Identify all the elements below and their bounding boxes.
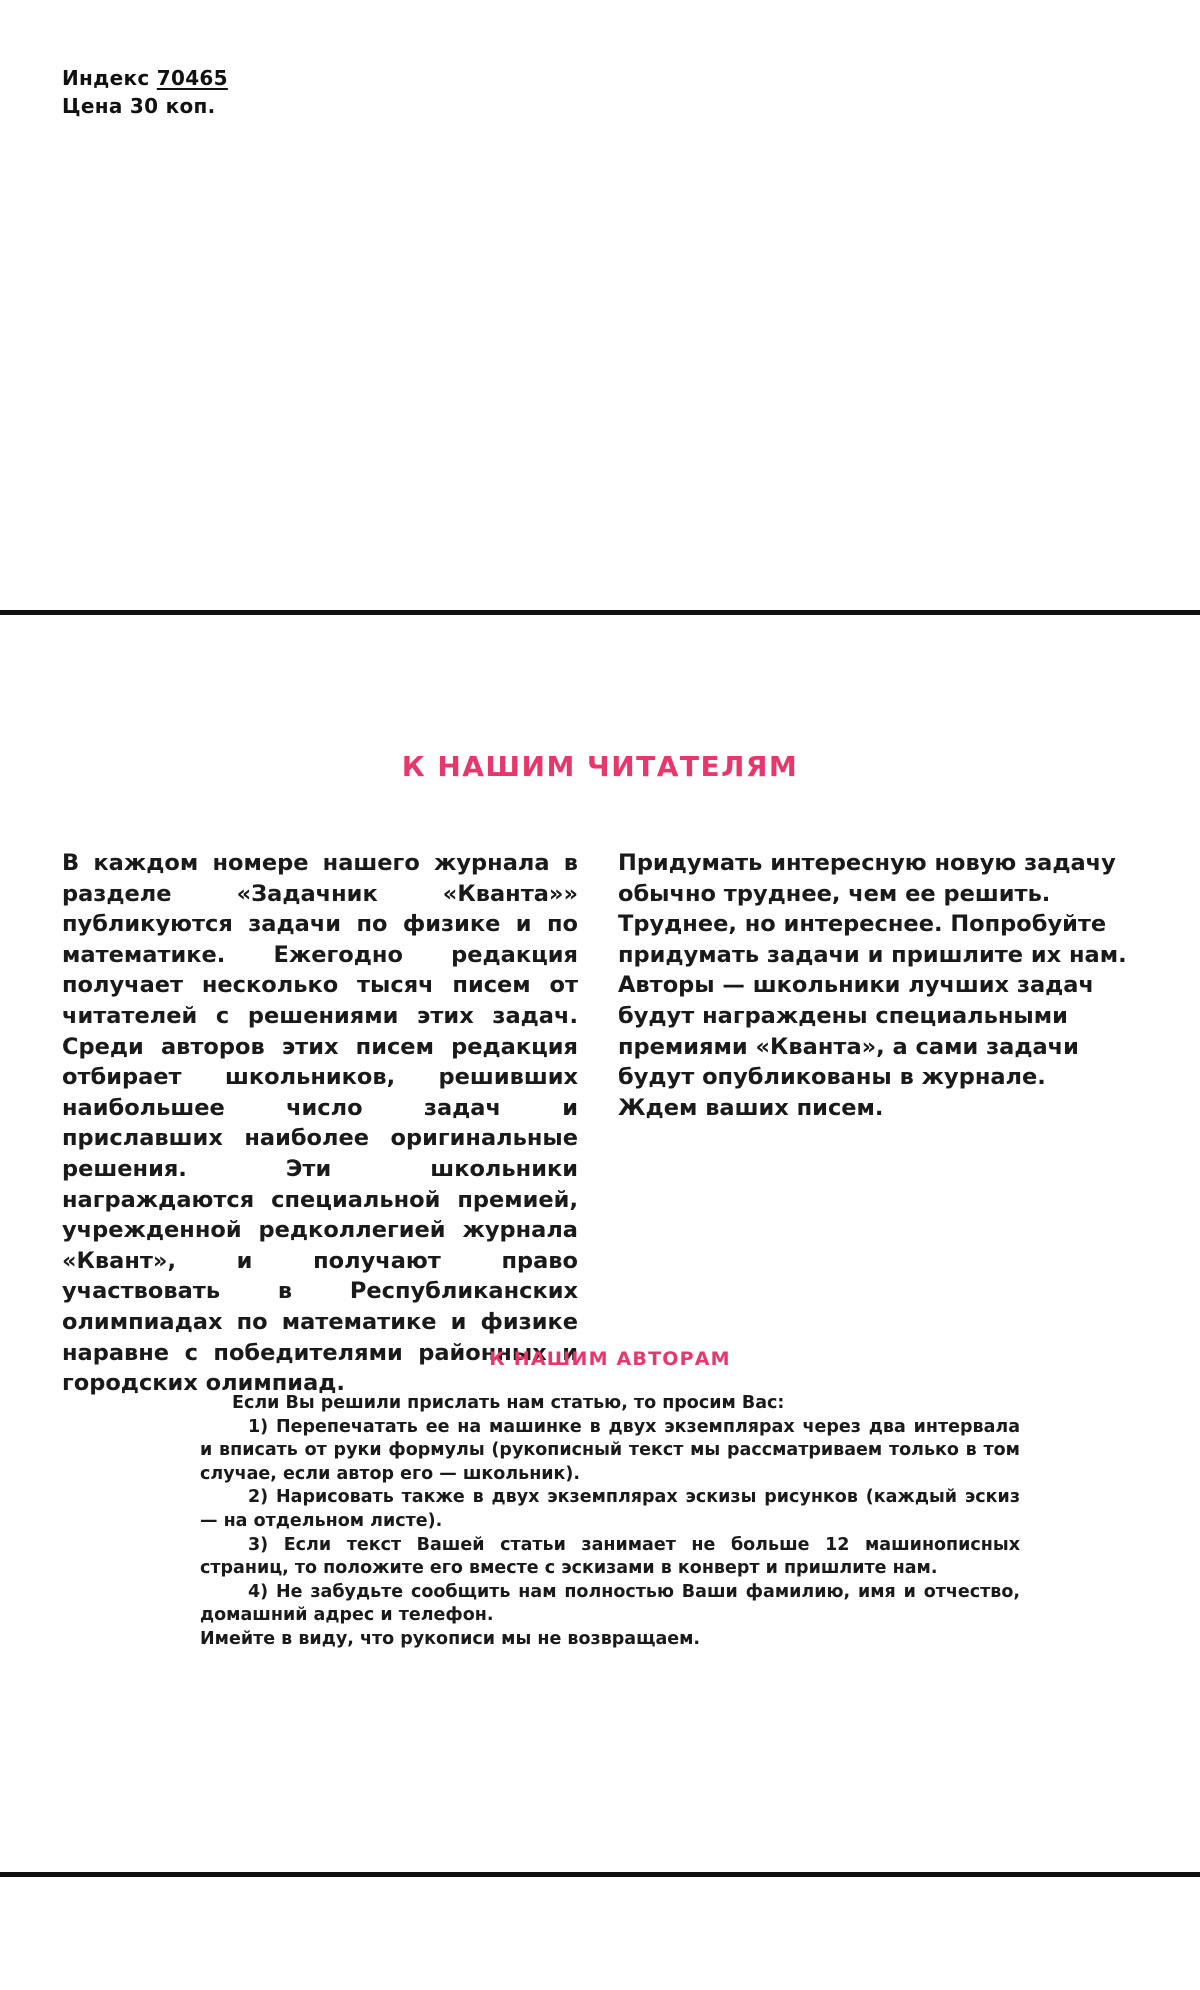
top-divider bbox=[0, 610, 1200, 615]
readers-text-right bbox=[618, 848, 1138, 1123]
index-label: Индекс bbox=[62, 66, 150, 90]
bottom-divider bbox=[0, 1872, 1200, 1877]
authors-instructions bbox=[200, 1392, 1020, 1652]
readers-text-left bbox=[62, 848, 578, 1399]
readers-paragraph-awards: Авторы — школьники лучших задач будут награждены специальными премиями «Кванта», а сами задачи будут опубликованы в журнале. bbox=[618, 972, 1094, 1091]
readers-title: К НАШИМ ЧИТАТЕЛЯМ bbox=[401, 750, 799, 783]
index-line bbox=[62, 64, 228, 92]
price-label: Цена 30 коп. bbox=[62, 94, 216, 118]
authors-item-1: 1) Перепечатать ее на машинке в двух экземплярах через два интервала и вписать от руки формулы (рукописный текст мы рассматриваем только в том случае, если автор его — школьник). bbox=[200, 1416, 1020, 1484]
publication-info bbox=[62, 64, 228, 120]
authors-closing: Имейте в виду, что рукописи мы не возвращаем. bbox=[200, 1628, 701, 1649]
authors-item-3: 3) Если текст Вашей статьи занимает не больше 12 машинописных страниц, то положите его вместе с эскизами в конверт и пришлите нам. bbox=[200, 1534, 1020, 1579]
readers-paragraph-closing: Ждем ваших писем. bbox=[618, 1094, 884, 1121]
authors-item-2: 2) Нарисовать также в двух экземплярах эскизы рисунков (каждый эскиз — на отдельном листе). bbox=[200, 1487, 1020, 1531]
authors-intro: Если Вы решили прислать нам статью, то просим Вас: bbox=[232, 1393, 785, 1413]
readers-paragraph-main: В каждом номере нашего журнала в разделе «Задачник «Кванта»» публикуются задачи по физике и по математике. Ежегодно редакция получает несколько тысяч писем от читателей с решениями этих задач. Среди авторов этих писем редакция отбирает школьников, решивших наибольшее число задач и приславших наиболее оригинальные решения. Эти школьники награждаются специальной премией, учрежденной редколлегией журнала «Квант», и получают право участвовать в Республиканских олимпиадах по математике и физике наравне с победителями районных и городских олимпиад. bbox=[62, 850, 578, 1397]
authors-title: К НАШИМ АВТОРАМ bbox=[489, 1348, 731, 1370]
index-number: 70465 bbox=[156, 66, 228, 90]
authors-item-4: 4) Не забудьте сообщить нам полностью Ваши фамилию, имя и отчество, домашний адрес и телефон. bbox=[200, 1581, 1020, 1626]
readers-paragraph-invent: Придумать интересную новую задачу обычно труднее, чем ее решить. Труднее, но интереснее. Попробуйте придумать задачи и пришлите их нам. bbox=[618, 850, 1127, 968]
